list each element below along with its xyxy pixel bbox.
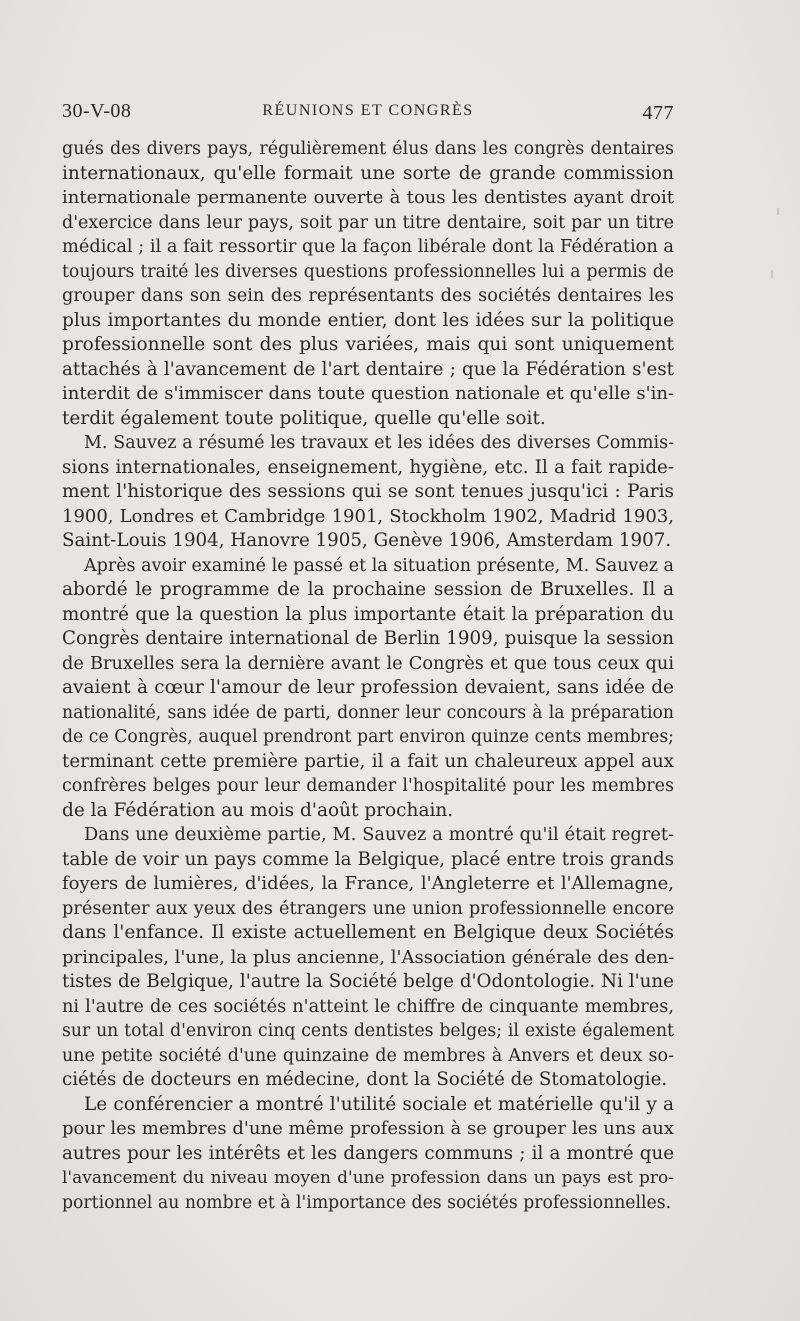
text-line: de Bruxelles sera la dernière avant le Congrès et que tous ceux qui <box>62 653 674 674</box>
text-line: ciétés de docteurs en médecine, dont la Société de Stomatologie. <box>62 1069 668 1090</box>
text-line: internationaux, qu'elle formait une sorte de grande commission <box>62 162 674 184</box>
text-line: une petite société d'une quinzaine de membres à Anvers et deux so- <box>62 1045 674 1066</box>
text-line: l'avancement du niveau moyen d'une profession dans un pays est pro- <box>62 1168 674 1188</box>
text-line: attachés à l'avancement de l'art dentaire ; que la Fédération s'est <box>62 358 674 380</box>
text-line: terminant cette première partie, il a fait un chaleureux appel aux <box>62 750 674 772</box>
text-line: tistes de Belgique, l'autre la Société belge d'Odontologie. Ni l'une <box>62 971 674 992</box>
text-line: pour les membres d'une même profession à se grouper les uns aux <box>62 1118 674 1139</box>
text-line: présenter aux yeux des étrangers une union professionnelle encore <box>62 898 674 919</box>
article-body <box>62 137 674 1215</box>
text-line: confrères belges pour leur demander l'hospitalité pour les membres <box>62 776 674 796</box>
scan-speck <box>777 208 779 215</box>
text-line: abordé le programme de la prochaine session de Bruxelles. Il a <box>62 579 674 600</box>
page-number: 477 <box>642 102 674 124</box>
text-line: portionnel au nombre et à l'importance des sociétés professionnelles. <box>62 1192 672 1213</box>
text-line: de ce Congrès, auquel prendront part environ quinze cents membres; <box>62 727 674 747</box>
header-date: 30-V-08 <box>62 100 132 122</box>
text-line: professionnelle sont des plus variées, mais qui sont uniquement <box>62 334 674 355</box>
text-line: de la Fédération au mois d'août prochain. <box>62 799 454 821</box>
text-line: ment l'historique des sessions qui se sont tenues jusqu'ici : Paris <box>62 481 674 502</box>
text-line: médical ; il a fait ressortir que la façon libérale dont la Fédération a <box>62 237 674 257</box>
text-line: principales, l'une, la plus ancienne, l'Association générale des den- <box>62 946 674 968</box>
paragraph-start-line: Dans une deuxième partie, M. Sauvez a montré qu'il était regret- <box>84 825 674 845</box>
text-line: 1900, Londres et Cambridge 1901, Stockholm 1902, Madrid 1903, <box>62 505 674 527</box>
paragraph-start-line: Le conférencier a montré l'utilité sociale et matérielle qu'il y a <box>84 1093 674 1115</box>
text-line: terdit également toute politique, quelle qu'elle soit. <box>62 407 546 429</box>
text-line: sions internationales, enseignement, hygiène, etc. Il a fait rapide- <box>62 456 674 478</box>
paragraph-start-line: M. Sauvez a résumé les travaux et les idées des diverses Commis- <box>84 433 674 453</box>
text-line: interdit de s'immiscer dans toute question nationale et qu'elle s'in- <box>62 383 674 404</box>
text-line: foyers de lumières, d'idées, la France, l'Angleterre et l'Allemagne, <box>62 873 674 894</box>
text-line: gués des divers pays, régulièrement élus dans les congrès dentaires <box>62 139 674 159</box>
text-line: dans l'enfance. Il existe actuellement en Belgique deux Sociétés <box>62 922 674 943</box>
text-line: d'exercice dans leur pays, soit par un titre dentaire, soit par un titre <box>62 212 674 233</box>
text-line: Congrès dentaire international de Berlin 1909, puisque la session <box>62 628 674 649</box>
text-line: plus importantes du monde entier, dont les idées sur la politique <box>62 309 674 331</box>
scan-speck <box>771 270 773 278</box>
text-line: sur un total d'environ cinq cents dentistes belges; il existe également <box>62 1021 674 1041</box>
running-header <box>62 100 674 130</box>
text-line: autres pour les intérêts et les dangers communs ; il a montré que <box>62 1142 674 1164</box>
text-line: internationale permanente ouverte à tous les dentistes ayant droit <box>62 187 674 208</box>
header-title: RÉUNIONS ET CONGRÈS <box>262 102 474 119</box>
text-line: table de voir un pays comme la Belgique, placé entre trois grands <box>62 848 674 870</box>
text-line: Saint-Louis 1904, Hanovre 1905, Genève 1906, Amsterdam 1907. <box>62 530 672 551</box>
text-line: grouper dans son sein des représentants des sociétés dentaires les <box>62 286 674 306</box>
text-line: montré que la question la plus importante était la préparation du <box>62 603 674 625</box>
text-line: avaient à cœur l'amour de leur profession devaient, sans idée de <box>62 677 674 698</box>
paragraph-start-line: Après avoir examiné le passé et la situation présente, M. Sauvez a <box>84 555 674 576</box>
text-line: toujours traité les diverses questions professionnelles lui a permis de <box>62 261 674 282</box>
text-line: ni l'autre de ces sociétés n'atteint le chiffre de cinquante membres, <box>62 996 674 1017</box>
text-line: nationalité, sans idée de parti, donner leur concours à la préparation <box>62 702 674 723</box>
